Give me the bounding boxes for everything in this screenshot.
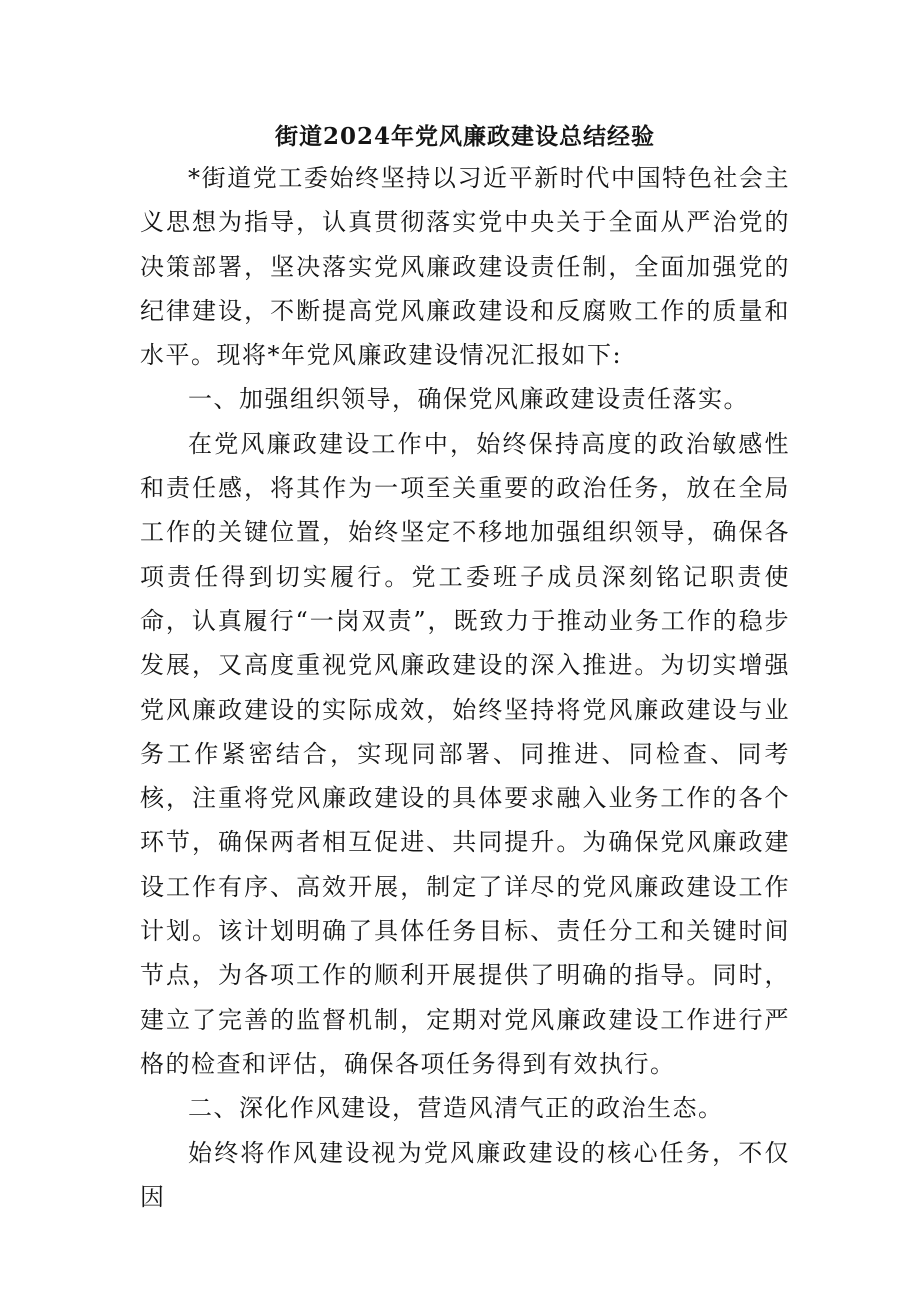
document-title: 街道2024年党风廉政建设总结经验 [274,123,655,150]
document-body [140,118,790,1219]
intro-paragraph: *街道党工委始终坚持以习近平新时代中国特色社会主义思想为指导，认真贯彻落实党中央关于全面从严治党的决策部署，坚决落实党风廉政建设责任制，全面加强党的纪律建设，不断提高党风廉政建设和反腐败工作的质量和水平。现将*年党风廉政建设情况汇报如下: [140,164,790,370]
section-1-heading: 一、加强组织领导，确保党风廉政建设责任落实。 [188,385,749,414]
section-1-paragraph: 在党风廉政建设工作中，始终保持高度的政治敏感性和责任感，将其作为一项至关重要的政治任务，放在全局工作的关键位置，始终坚定不移地加强组织领导，确保各项责任得到切实履行。党工委班子成员深刻铭记职责使命，认真履行“一岗双责”，既致力于推动业务工作的稳步发展，又高度重视党风廉政建设的深入推进。为切实增强党风廉政建设的实际成效，始终坚持将党风廉政建设与业务工作紧密结合，实现同部署、同推进、同检查、同考核，注重将党风廉政建设的具体要求融入业务工作的各个环节，确保两者相互促进、共同提升。为确保党风廉政建设工作有序、高效开展，制定了详尽的党风廉政建设工作计划。该计划明确了具体任务目标、责任分工和关键时间节点，为各项工作的顺利开展提供了明确的指导。同时，建立了完善的监督机制，定期对党风廉政建设工作进行严格的检查和评估，确保各项任务得到有效执行。 [140,429,790,1078]
section-2-paragraph: 始终将作风建设视为党风廉政建设的核心任务，不仅因 [140,1138,790,1211]
section-2-heading: 二、深化作风建设，营造风清气正的政治生态。 [188,1094,724,1123]
